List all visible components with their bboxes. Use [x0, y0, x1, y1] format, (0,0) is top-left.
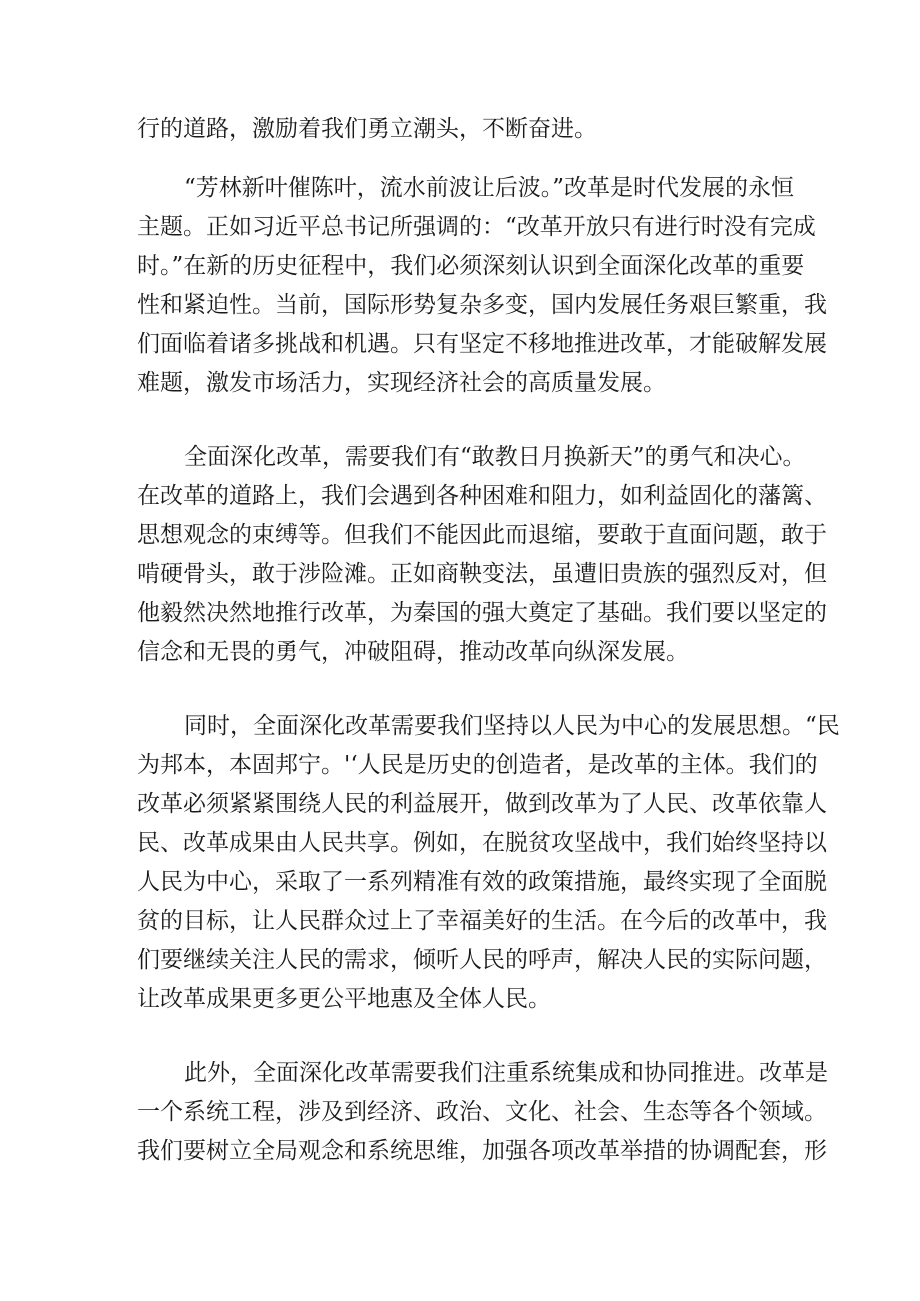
text-line: 思想观念的束缚等。但我们不能因此而退缩，要敢于直面问题，敢于: [137, 522, 827, 548]
text-line: 难题，激发市场活力，实现经济社会的高质量发展。: [137, 370, 666, 396]
text-line: 同时，全面深化改革需要我们坚持以人民为中心的发展思想。“民: [184, 713, 840, 739]
text-line: 信念和无畏的勇气，冲破阻碍，推动改革向纵深发展。: [137, 639, 689, 665]
text-line: 啃硬骨头，敢于涉险滩。正如商鞅变法，虽遭旧贵族的强烈反对，但: [137, 561, 827, 587]
text-line: 行的道路，激励着我们勇立潮头，不断奋进。: [137, 116, 597, 142]
text-line: 一个系统工程，涉及到经济、政治、文化、社会、生态等各个领域。: [137, 1099, 827, 1125]
text-line: 让改革成果更多更公平地惠及全体人民。: [137, 986, 551, 1012]
text-line: 时。”在新的历史征程中，我们必须深刻认识到全面深化改革的重要: [137, 253, 805, 279]
text-line: 们要继续关注人民的需求，倾听人民的呼声，解决人民的实际问题，: [137, 947, 827, 973]
text-line: 民、改革成果由人民共享。例如，在脱贫攻坚战中，我们始终坚持以: [137, 830, 827, 856]
text-line: 贫的目标，让人民群众过上了幸福美好的生活。在今后的改革中，我: [137, 908, 827, 934]
text-line: 在改革的道路上，我们会遇到各种困难和阻力，如利益固化的藩篱、: [137, 483, 827, 509]
text-line: 主题。正如习近平总书记所强调的：“改革开放只有进行时没有完成: [137, 214, 816, 240]
text-line: 们面临着诸多挑战和机遇。只有坚定不移地推进改革，才能破解发展: [137, 331, 827, 357]
text-line: 人民为中心，采取了一系列精准有效的政策措施，最终实现了全面脱: [137, 869, 827, 895]
text-line: “芳林新叶催陈叶，流水前波让后波。”改革是时代发展的永恒: [184, 175, 795, 201]
text-line: 我们要树立全局观念和系统思维，加强各项改革举措的协调配套，形: [137, 1138, 827, 1164]
text-line: 全面深化改革，需要我们有“敢教日月换新天”的勇气和决心。: [184, 444, 806, 470]
text-line: 性和紧迫性。当前，国际形势复杂多变，国内发展任务艰巨繁重，我: [137, 292, 827, 318]
text-line: 他毅然决然地推行改革，为秦国的强大奠定了基础。我们要以坚定的: [137, 600, 827, 626]
text-line: 此外，全面深化改革需要我们注重系统集成和协同推进。改革是: [184, 1060, 828, 1086]
text-line: 为邦本，本固邦宁。'‘人民是历史的创造者，是改革的主体。我们的: [137, 752, 818, 778]
text-line: 改革必须紧紧围绕人民的利益展开，做到改革为了人民、改革依靠人: [137, 791, 827, 817]
